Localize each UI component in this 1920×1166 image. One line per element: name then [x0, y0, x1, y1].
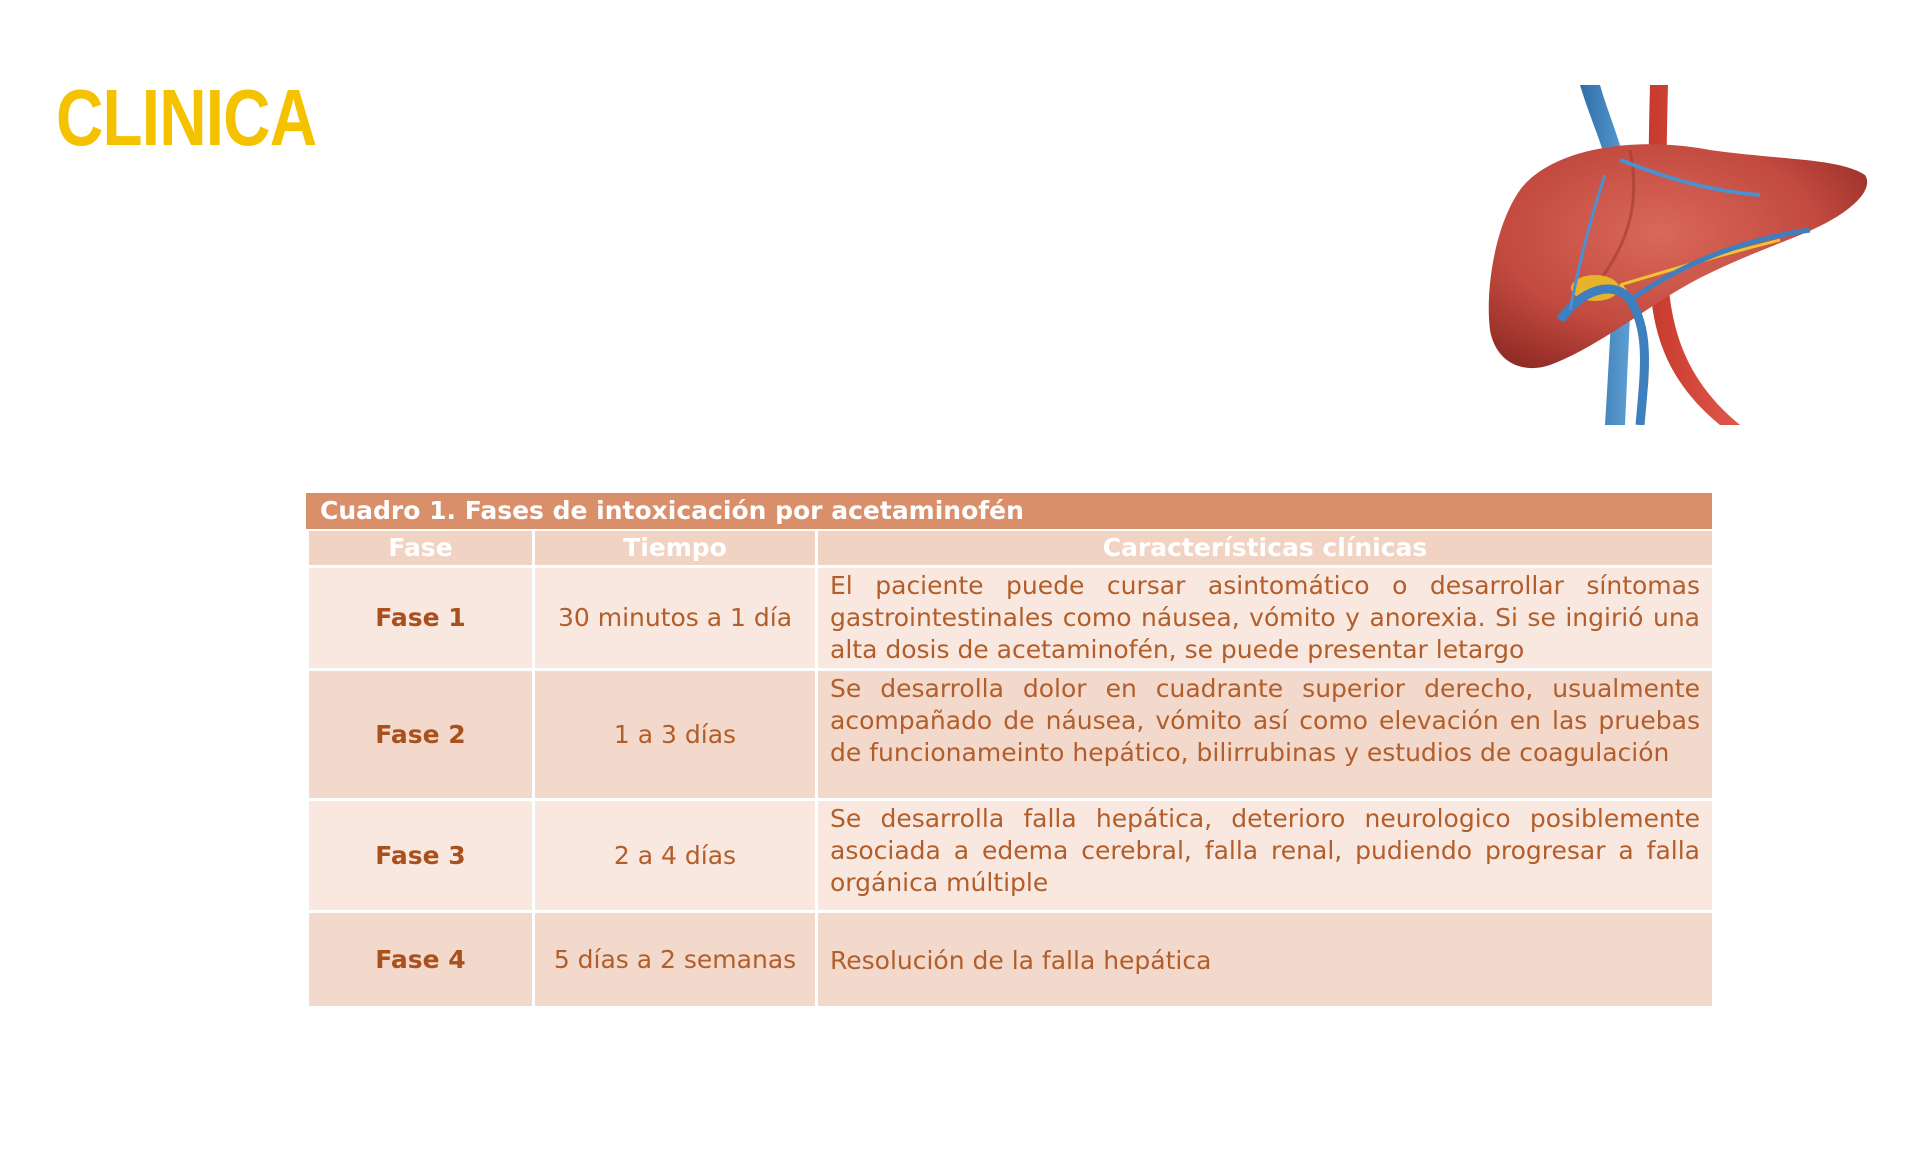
tiempo-cell: 30 minutos a 1 día — [534, 567, 817, 670]
header-fase: Fase — [308, 530, 534, 567]
caracteristicas-cell: El paciente puede cursar asintomático o desarrollar síntomas gastrointestinales como náusea, vómito y anorexia. Si se ingirió una alta dosis de acetaminofén, se puede presentar letargo — [817, 567, 1714, 670]
tiempo-cell: 1 a 3 días — [534, 670, 817, 800]
slide-title: CLINICA — [56, 73, 317, 162]
table-caption: Cuadro 1. Fases de intoxicación por acetaminofén — [306, 493, 1712, 529]
fase-cell: Fase 4 — [308, 912, 534, 1008]
fase-cell: Fase 1 — [308, 567, 534, 670]
table-row — [308, 912, 1714, 1008]
tiempo-cell: 2 a 4 días — [534, 800, 817, 912]
fase-cell: Fase 2 — [308, 670, 534, 800]
caracteristicas-cell: Resolución de la falla hepática — [817, 912, 1714, 1008]
header-tiempo: Tiempo — [534, 530, 817, 567]
table-row — [308, 567, 1714, 670]
phases-table — [306, 493, 1712, 1009]
caracteristicas-cell: Se desarrolla dolor en cuadrante superior derecho, usualmente acompañado de náusea, vómito así como elevación en las pruebas de funcionameinto hepático, bilirrubinas y estudios de coagulación — [817, 670, 1714, 800]
table-row — [308, 670, 1714, 800]
header-caracteristicas: Características clínicas — [817, 530, 1714, 567]
liver-illustration-icon — [1480, 80, 1880, 425]
tiempo-cell: 5 días a 2 semanas — [534, 912, 817, 1008]
table-row — [308, 800, 1714, 912]
caracteristicas-cell: Se desarrolla falla hepática, deterioro neurologico posiblemente asociada a edema cerebral, falla renal, pudiendo progresar a falla orgánica múltiple — [817, 800, 1714, 912]
fase-cell: Fase 3 — [308, 800, 534, 912]
